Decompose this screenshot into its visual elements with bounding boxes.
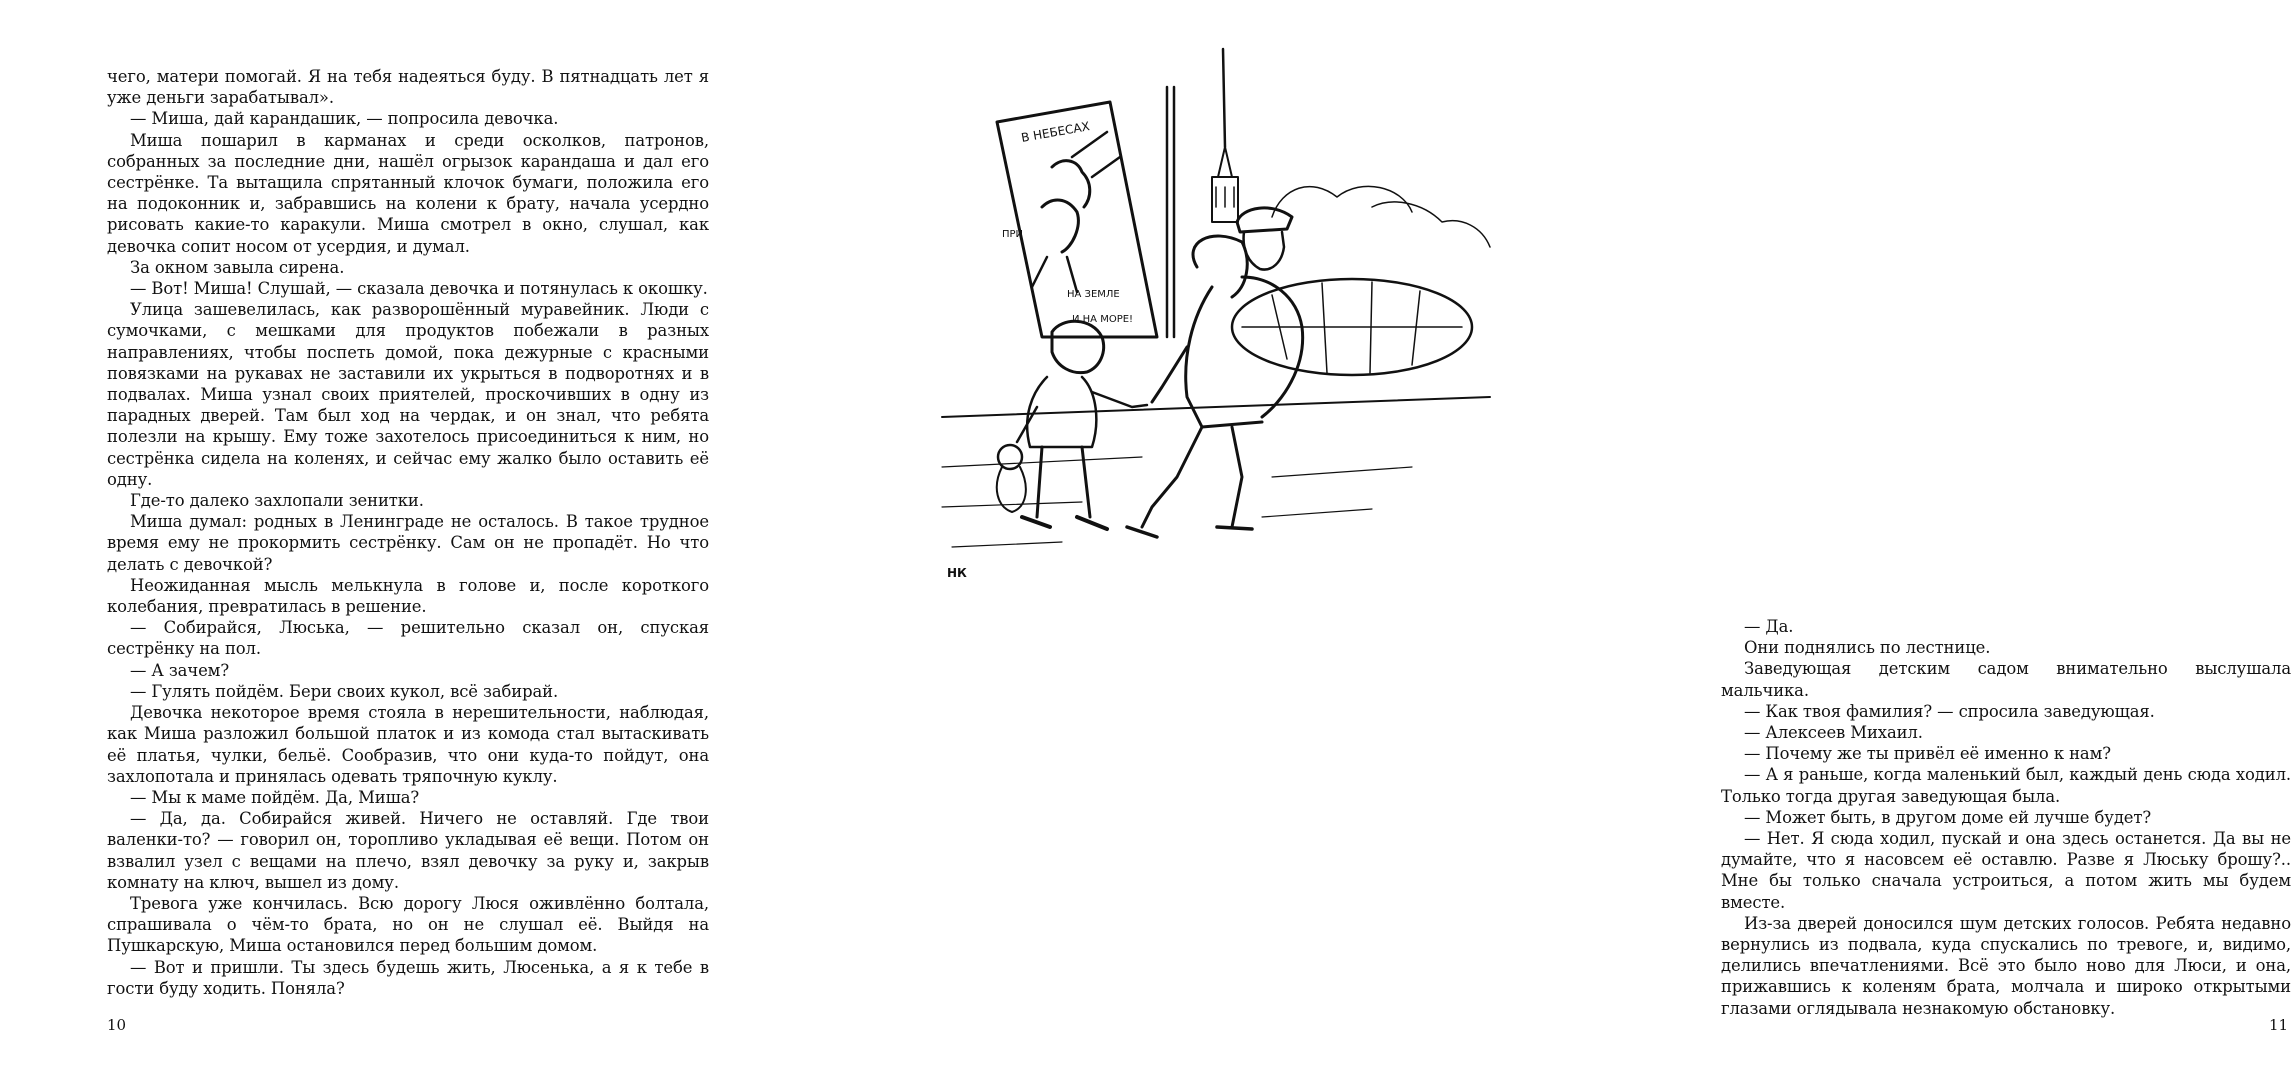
paragraph: — Да, да. Собирайся живей. Ничего не оставляй. Где твои валенки-то? — говорил он, торопливо укладывая её вещи. Потом он взвалил узел с вещами на плечо, взял девочку за руку и, закрыв комнату на ключ, вышел из дому. — [107, 809, 709, 892]
paragraph: — Миша, дай карандашик, — попросила девочка. — [130, 109, 559, 129]
illustrator-signature: НК — [947, 566, 967, 580]
paragraph: — А я раньше, когда маленький был, каждый день сюда ходил. Только тогда другая заведующая была. — [1721, 765, 2291, 806]
paragraph: — Мы к маме пойдём. Да, Миша? — [130, 787, 420, 807]
paragraph: Заведующая детским садом внимательно выслушала мальчика. — [1721, 659, 2291, 700]
illustration-drawing — [942, 47, 1490, 595]
paragraph: Тревога уже кончилась. Всю дорогу Люся оживлённо болтала, спрашивала о чём-то брата, но он не слушал её. Выйдя на Пушкарскую, Миша остановился перед большим домом. — [107, 893, 709, 956]
paragraph: — Нет. Я сюда ходил, пускай и она здесь останется. Да вы не думайте, что я насовсем её оставлю. Разве я Люську брошу?.. Мне бы только сначала устроиться, а потом жить мы будем вместе. — [1721, 829, 2291, 912]
paragraph: — Да. — [1744, 617, 1794, 636]
page-number: 11 — [2269, 1016, 2289, 1034]
left-page-text — [107, 66, 709, 999]
paragraph: — Алексеев Михаил. — [1744, 723, 1923, 743]
paragraph: — Собирайся, Люська, — решительно сказал он, спуская сестрёнку на пол. — [107, 618, 709, 659]
right-page-text — [1721, 616, 2291, 1019]
paragraph: Миша думал: родных в Ленинграде не осталось. В такое трудное время ему не прокормить сестрёнку. Сам он не пропадёт. Но что делать с девочкой? — [107, 512, 709, 574]
page-number: 10 — [107, 1016, 127, 1034]
paragraph: — Вот! Миша! Слушай, — сказала девочка и потянулась к окошку. — [130, 279, 708, 299]
paragraph: Миша пошарил в карманах и среди осколков, патронов, собранных за последние дни, нашёл огрызок карандаша и дал его сестрёнке. Та вытащила спрятанный клочок бумаги, положила его на подоконник и, забравшись на колени к брату, начала усердно рисовать какие-то каракули. Миша смотрел в окно, слушал, как девочка сопит носом от усердия, и думал. — [107, 130, 709, 256]
paragraph: Улица зашевелилась, как разворошённый муравейник. Люди с сумочками, с мешками для продуктов побежали в разных направлениях, чтобы поспеть домой, пока дежурные с красными повязками на рукавах не заставили их укрыться в подворотнях и в подвалах. Миша узнал своих приятелей, проскочивших в одну из парадных дверей. Там был ход на чердак, и он знал, что ребята полезли на крышу. Ему тоже захотелось присоединиться к ним, но сестрёнка сидела на коленях, и сейчас ему жалко было оставить её одну. — [107, 300, 709, 489]
paragraph: — А зачем? — [130, 660, 230, 680]
paragraph: За окном завыла сирена. — [130, 257, 345, 277]
paragraph: чего, матери помогай. Я на тебя надеяться буду. В пятнадцать лет я уже деньги зарабатывал». — [107, 67, 709, 108]
poster-text: В НЕБЕСАХ — [1020, 119, 1091, 145]
paragraph: Девочка некоторое время стояла в нерешительности, наблюдая, как Миша разложил большой платок и из комода стал вытаскивать её платья, чулки, бельё. Сообразив, что они куда-то пойдут, она захлопотала и принялась одевать тряпочную куклу. — [107, 703, 709, 786]
paragraph: — Гулять пойдём. Бери своих кукол, всё забирай. — [130, 681, 559, 701]
paragraph: — Вот и пришли. Ты здесь будешь жить, Люсенька, а я к тебе в гости буду ходить. Поняла? — [107, 957, 709, 998]
paragraph: Неожиданная мысль мелькнула в голове и, после короткого колебания, превратилась в решение. — [107, 575, 709, 617]
poster-text: НА ЗЕМЛЕ — [1067, 289, 1120, 300]
poster-text: И НА МОРЕ! — [1072, 314, 1134, 325]
paragraph: Где-то далеко захлопали зенитки. — [130, 491, 424, 511]
paragraph: Они поднялись по лестнице. — [1744, 638, 1991, 658]
poster-text: ПРИ — [1002, 229, 1024, 240]
paragraph: — Как твоя фамилия? — спросила заведующая. — [1744, 701, 2155, 721]
paragraph: Из-за дверей доносился шум детских голосов. Ребята недавно вернулись из подвала, куда спускались по тревоге, и, видимо, делились впечатлениями. Всё это было ново для Люси, и она, прижавшись к коленям брата, молчала и широко открытыми глазами оглядывала незнакомую обстановку. — [1721, 913, 2291, 1018]
left-page — [0, 0, 800, 1083]
paragraph: — Почему же ты привёл её именно к нам? — [1744, 744, 2111, 764]
paragraph: — Может быть, в другом доме ей лучше будет? — [1744, 807, 2152, 827]
